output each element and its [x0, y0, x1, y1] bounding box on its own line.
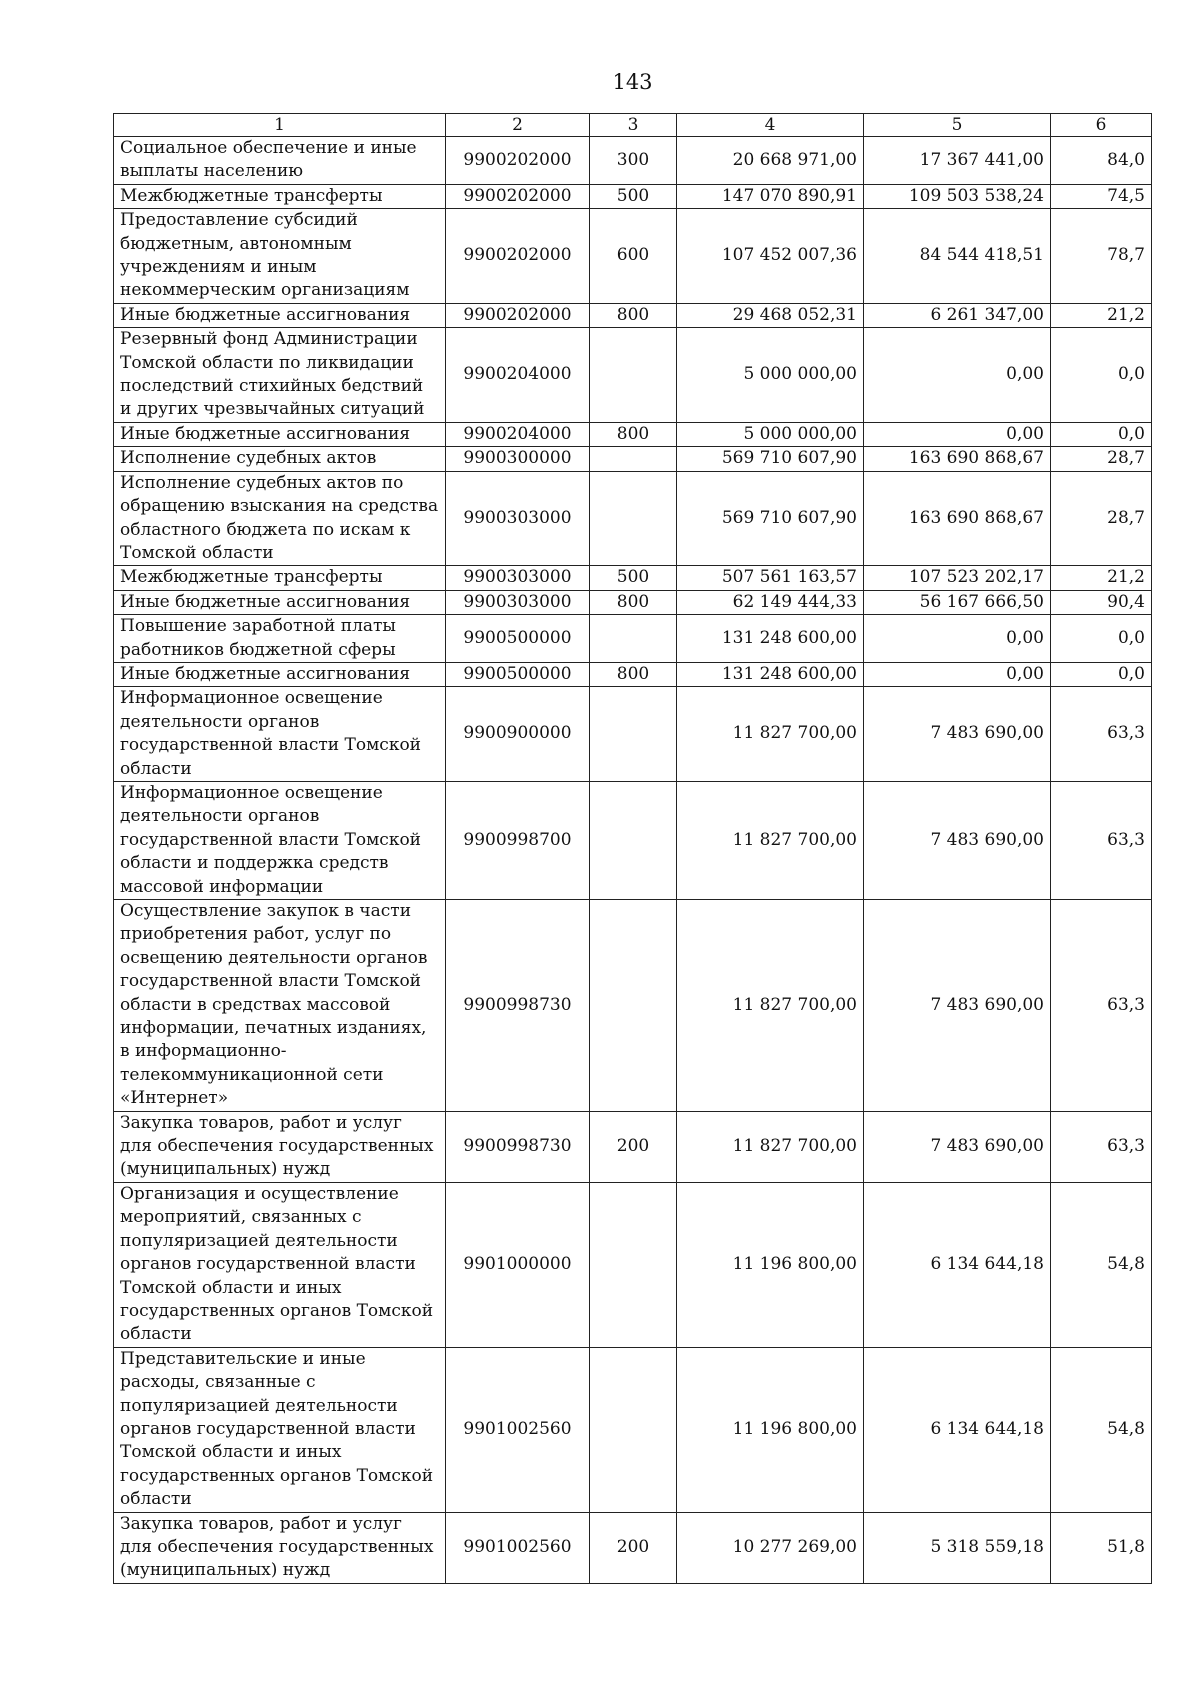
row-execution-percent: 63,3	[1051, 687, 1152, 782]
row-planned-amount: 11 827 700,00	[677, 781, 864, 899]
table-row	[114, 900, 1152, 1112]
row-expense-type	[590, 687, 677, 782]
row-executed-amount: 7 483 690,00	[864, 781, 1051, 899]
page-number: 143	[612, 70, 653, 94]
table-row	[114, 471, 1152, 566]
row-target-code: 9901002560	[446, 1347, 590, 1512]
row-execution-percent: 0,0	[1051, 615, 1152, 663]
row-name: Иные бюджетные ассигнования	[114, 662, 446, 686]
row-executed-amount: 6 261 347,00	[864, 303, 1051, 327]
row-planned-amount: 569 710 607,90	[677, 447, 864, 471]
row-target-code: 9901002560	[446, 1512, 590, 1583]
row-planned-amount: 10 277 269,00	[677, 1512, 864, 1583]
row-target-code: 9900202000	[446, 209, 590, 304]
row-name: Представительские и иные расходы, связанные с популяризацией деятельности органов государственной власти Томской области и иных государственных органов Томской области	[114, 1347, 446, 1512]
row-target-code: 9900303000	[446, 566, 590, 590]
column-header: 4	[677, 114, 864, 137]
column-header: 5	[864, 114, 1051, 137]
row-expense-type	[590, 1182, 677, 1347]
row-expense-type: 800	[590, 590, 677, 614]
row-name: Информационное освещение деятельности органов государственной власти Томской области	[114, 687, 446, 782]
row-expense-type: 500	[590, 566, 677, 590]
row-planned-amount: 507 561 163,57	[677, 566, 864, 590]
row-execution-percent: 54,8	[1051, 1347, 1152, 1512]
row-expense-type: 500	[590, 184, 677, 208]
table-row	[114, 422, 1152, 446]
row-expense-type: 800	[590, 422, 677, 446]
row-expense-type	[590, 781, 677, 899]
row-executed-amount: 163 690 868,67	[864, 471, 1051, 566]
row-target-code: 9900300000	[446, 447, 590, 471]
row-planned-amount: 131 248 600,00	[677, 615, 864, 663]
row-expense-type	[590, 900, 677, 1112]
row-executed-amount: 0,00	[864, 662, 1051, 686]
row-execution-percent: 51,8	[1051, 1512, 1152, 1583]
row-executed-amount: 17 367 441,00	[864, 137, 1051, 185]
row-expense-type: 300	[590, 137, 677, 185]
table-row	[114, 1347, 1152, 1512]
row-name: Социальное обеспечение и иные выплаты населению	[114, 137, 446, 185]
budget-table	[113, 113, 1152, 1584]
row-executed-amount: 6 134 644,18	[864, 1182, 1051, 1347]
row-executed-amount: 7 483 690,00	[864, 1111, 1051, 1182]
table-row	[114, 566, 1152, 590]
row-name: Организация и осуществление мероприятий, связанных с популяризацией деятельности органов государственной власти Томской области и иных государственных органов Томской области	[114, 1182, 446, 1347]
row-name: Информационное освещение деятельности органов государственной власти Томской области и поддержка средств массовой информации	[114, 781, 446, 899]
row-execution-percent: 28,7	[1051, 471, 1152, 566]
row-executed-amount: 7 483 690,00	[864, 900, 1051, 1112]
row-target-code: 9900900000	[446, 687, 590, 782]
row-execution-percent: 90,4	[1051, 590, 1152, 614]
row-executed-amount: 0,00	[864, 328, 1051, 423]
row-execution-percent: 0,0	[1051, 328, 1152, 423]
row-execution-percent: 84,0	[1051, 137, 1152, 185]
row-name: Закупка товаров, работ и услуг для обеспечения государственных (муниципальных) нужд	[114, 1111, 446, 1182]
row-name: Межбюджетные трансферты	[114, 184, 446, 208]
row-target-code: 9900998730	[446, 900, 590, 1112]
row-target-code: 9901000000	[446, 1182, 590, 1347]
row-execution-percent: 54,8	[1051, 1182, 1152, 1347]
table-row	[114, 447, 1152, 471]
row-target-code: 9900303000	[446, 471, 590, 566]
row-name: Иные бюджетные ассигнования	[114, 303, 446, 327]
row-expense-type	[590, 615, 677, 663]
header-row	[114, 114, 1152, 137]
row-expense-type: 600	[590, 209, 677, 304]
row-executed-amount: 6 134 644,18	[864, 1347, 1051, 1512]
row-planned-amount: 11 827 700,00	[677, 687, 864, 782]
row-target-code: 9900500000	[446, 662, 590, 686]
row-expense-type: 200	[590, 1111, 677, 1182]
row-target-code: 9900998700	[446, 781, 590, 899]
row-executed-amount: 0,00	[864, 422, 1051, 446]
row-target-code: 9900202000	[446, 137, 590, 185]
row-planned-amount: 11 196 800,00	[677, 1347, 864, 1512]
row-execution-percent: 0,0	[1051, 422, 1152, 446]
row-expense-type: 800	[590, 303, 677, 327]
row-execution-percent: 78,7	[1051, 209, 1152, 304]
row-expense-type	[590, 447, 677, 471]
row-planned-amount: 131 248 600,00	[677, 662, 864, 686]
row-expense-type: 200	[590, 1512, 677, 1583]
row-planned-amount: 11 827 700,00	[677, 1111, 864, 1182]
row-name: Осуществление закупок в части приобретения работ, услуг по освещению деятельности органов государственной власти Томской области в средствах массовой информации, печатных изданиях, в информационно-телекоммуникационной сети «Интернет»	[114, 900, 446, 1112]
row-name: Иные бюджетные ассигнования	[114, 590, 446, 614]
row-target-code: 9900204000	[446, 328, 590, 423]
row-expense-type	[590, 1347, 677, 1512]
row-target-code: 9900202000	[446, 303, 590, 327]
row-execution-percent: 28,7	[1051, 447, 1152, 471]
table-row	[114, 1111, 1152, 1182]
row-planned-amount: 569 710 607,90	[677, 471, 864, 566]
row-execution-percent: 21,2	[1051, 566, 1152, 590]
table-row	[114, 1512, 1152, 1583]
row-target-code: 9900998730	[446, 1111, 590, 1182]
row-planned-amount: 62 149 444,33	[677, 590, 864, 614]
row-execution-percent: 63,3	[1051, 1111, 1152, 1182]
table-row	[114, 1182, 1152, 1347]
row-target-code: 9900500000	[446, 615, 590, 663]
row-target-code: 9900202000	[446, 184, 590, 208]
row-expense-type	[590, 471, 677, 566]
row-name: Межбюджетные трансферты	[114, 566, 446, 590]
row-name: Закупка товаров, работ и услуг для обеспечения государственных (муниципальных) нужд	[114, 1512, 446, 1583]
row-planned-amount: 11 196 800,00	[677, 1182, 864, 1347]
row-executed-amount: 163 690 868,67	[864, 447, 1051, 471]
row-planned-amount: 107 452 007,36	[677, 209, 864, 304]
row-executed-amount: 56 167 666,50	[864, 590, 1051, 614]
row-planned-amount: 29 468 052,31	[677, 303, 864, 327]
row-expense-type	[590, 328, 677, 423]
column-header: 3	[590, 114, 677, 137]
row-execution-percent: 74,5	[1051, 184, 1152, 208]
row-executed-amount: 0,00	[864, 615, 1051, 663]
table-row	[114, 662, 1152, 686]
row-execution-percent: 0,0	[1051, 662, 1152, 686]
row-target-code: 9900204000	[446, 422, 590, 446]
column-header: 2	[446, 114, 590, 137]
column-header: 6	[1051, 114, 1152, 137]
table-row	[114, 781, 1152, 899]
table-row	[114, 303, 1152, 327]
row-planned-amount: 20 668 971,00	[677, 137, 864, 185]
row-name: Исполнение судебных актов по обращению взыскания на средства областного бюджета по искам к Томской области	[114, 471, 446, 566]
row-executed-amount: 109 503 538,24	[864, 184, 1051, 208]
column-header: 1	[114, 114, 446, 137]
row-planned-amount: 11 827 700,00	[677, 900, 864, 1112]
row-expense-type: 800	[590, 662, 677, 686]
table-row	[114, 328, 1152, 423]
table-row	[114, 209, 1152, 304]
row-executed-amount: 107 523 202,17	[864, 566, 1051, 590]
row-executed-amount: 5 318 559,18	[864, 1512, 1051, 1583]
row-planned-amount: 5 000 000,00	[677, 328, 864, 423]
row-name: Иные бюджетные ассигнования	[114, 422, 446, 446]
row-planned-amount: 147 070 890,91	[677, 184, 864, 208]
table-row	[114, 137, 1152, 185]
table-row	[114, 687, 1152, 782]
row-executed-amount: 84 544 418,51	[864, 209, 1051, 304]
table-row	[114, 184, 1152, 208]
row-execution-percent: 63,3	[1051, 900, 1152, 1112]
row-name: Исполнение судебных актов	[114, 447, 446, 471]
row-name: Резервный фонд Администрации Томской области по ликвидации последствий стихийных бедствий и других чрезвычайных ситуаций	[114, 328, 446, 423]
row-executed-amount: 7 483 690,00	[864, 687, 1051, 782]
row-planned-amount: 5 000 000,00	[677, 422, 864, 446]
row-execution-percent: 21,2	[1051, 303, 1152, 327]
table-row	[114, 615, 1152, 663]
row-name: Предоставление субсидий бюджетным, автономным учреждениям и иным некоммерческим организациям	[114, 209, 446, 304]
row-target-code: 9900303000	[446, 590, 590, 614]
table-row	[114, 590, 1152, 614]
row-name: Повышение заработной платы работников бюджетной сферы	[114, 615, 446, 663]
row-execution-percent: 63,3	[1051, 781, 1152, 899]
